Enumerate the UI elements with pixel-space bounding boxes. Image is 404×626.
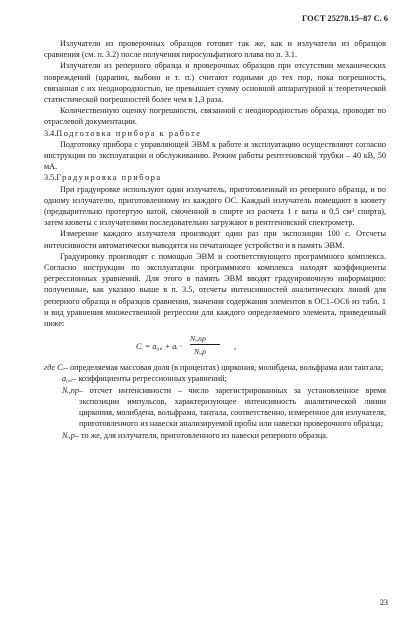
formula-denominator: Nᵢ,р (194, 347, 206, 357)
formula-trail: , (234, 342, 237, 352)
definition-text: – отсчет интенсивности – число зарегистрированных за установленное время экспозиции импульсов, характеризующее интенсивность аналитической линии циркония, молибдена, вольфрама, тантала, соответственно, измеренное для излучателя, приготовленного из навески анализируемой пробы или навески проверочного образца; (79, 385, 386, 429)
paragraph-measurement: Измерение каждого излучателя производят один раз при экспозиции 100 с. Отсчеты интенсивности автоматически выводятся на печатающее устройство и в память ЭВМ. (44, 229, 386, 250)
section-heading-3-5 (44, 172, 386, 183)
page-header: ГОСТ 25278.15–87 С. 6 (302, 14, 388, 23)
paragraph-calibration-computer: Градуировку производят с помощью ЭВМ и соответствующего программного комплекса. Согласно инструкции по эксплуатации программного комплекса находят коэффициенты регрессионных уравнений. Для этого в память ЭВМ вводят градуировочную информацию: полученные, как указано выше в п. 3.5, отсчеты интенсивностей аналитических линий для реперного образца и образцов сравнения, значения содержания элементов в ОС1–ОС6 из табл. 1 и вид уравнения множественной регрессии для каждого определяемого элемента, приведенный ниже: (44, 251, 386, 329)
formula-numerator: Nᵢ,пр (190, 334, 206, 344)
section-heading-3-4 (44, 128, 386, 139)
section-number: 3.4. (44, 128, 57, 138)
definition-text: – определяемая массовая доля (в процентах) циркония, молибдена, вольфрама или тантала; (63, 363, 384, 373)
definition-term: где Cᵢ (44, 363, 64, 373)
definition-text: – коэффициенты регрессионных уравнений; (72, 374, 227, 384)
paragraph-device-prep: Подготовку прибора с управляющей ЭВМ к работе и эксплуатацию осуществляют согласно инструкции по эксплуатации и обслуживанию. Режим работы рентгеновской трубки – 40 кВ, 50 мА. (44, 139, 386, 172)
paragraph-error-estimate: Количественную оценку погрешности, связанной с неоднородностью образца, проводят по отраслевой документации. (44, 106, 386, 127)
definition-text: – то же, для излучателя, приготовленного из навески реперного образца. (74, 430, 328, 440)
definition-ci (44, 362, 386, 373)
paragraph-emitters-validity: Излучатели из реперного образца и проверочных образцов при отсутствии механических повреждений (царапин, выбоин и т. п.) считают годными до тех пор, пока погрешность, связанная с их неоднородностью, не превышает сумму основной аппаратурной и теоретической статистической погрешностей более чем в 1,3 раза. (44, 61, 386, 105)
section-title: Подготовка прибора к работе (56, 128, 202, 138)
formula-lhs: Cᵢ = a₀,ᵢ + aᵢ · (136, 342, 182, 352)
fraction-bar (190, 344, 220, 345)
page-number: 23 (379, 598, 388, 607)
paragraph-calibration-emitters: При градуировке используют один излучатель, приготовленный из реперного образца, и по одному излучателю, приготовленному из каждого ОС. Каждый излучатель помещают в кювету (предварительно протертую ватой, смоченной в спирте из расчета 1 г ваты и 0,5 см³ спирта), затем кюветы с излучателями последовательно загружают в рентгеновский спектрометр. (44, 184, 386, 228)
page-body (44, 38, 386, 441)
definition-nipr (44, 385, 386, 430)
definition-term: Nᵢ,пр (62, 385, 79, 395)
section-number: 3.5. (44, 173, 57, 183)
regression-formula (44, 332, 386, 360)
paragraph-emitters-check: Излучатели из проверочных образцов готовят так же, как и излучатели из образцов сравнения (см. п. 3.2) после получения пиросульфатного плава по п. 3.1. (44, 39, 386, 60)
definition-nir (44, 430, 386, 441)
definition-term: Nᵢ,р (62, 430, 75, 440)
section-title: Градуировка прибора (56, 173, 162, 183)
definition-a0i (44, 373, 386, 384)
definition-term: a₀,ᵢ (62, 374, 73, 384)
